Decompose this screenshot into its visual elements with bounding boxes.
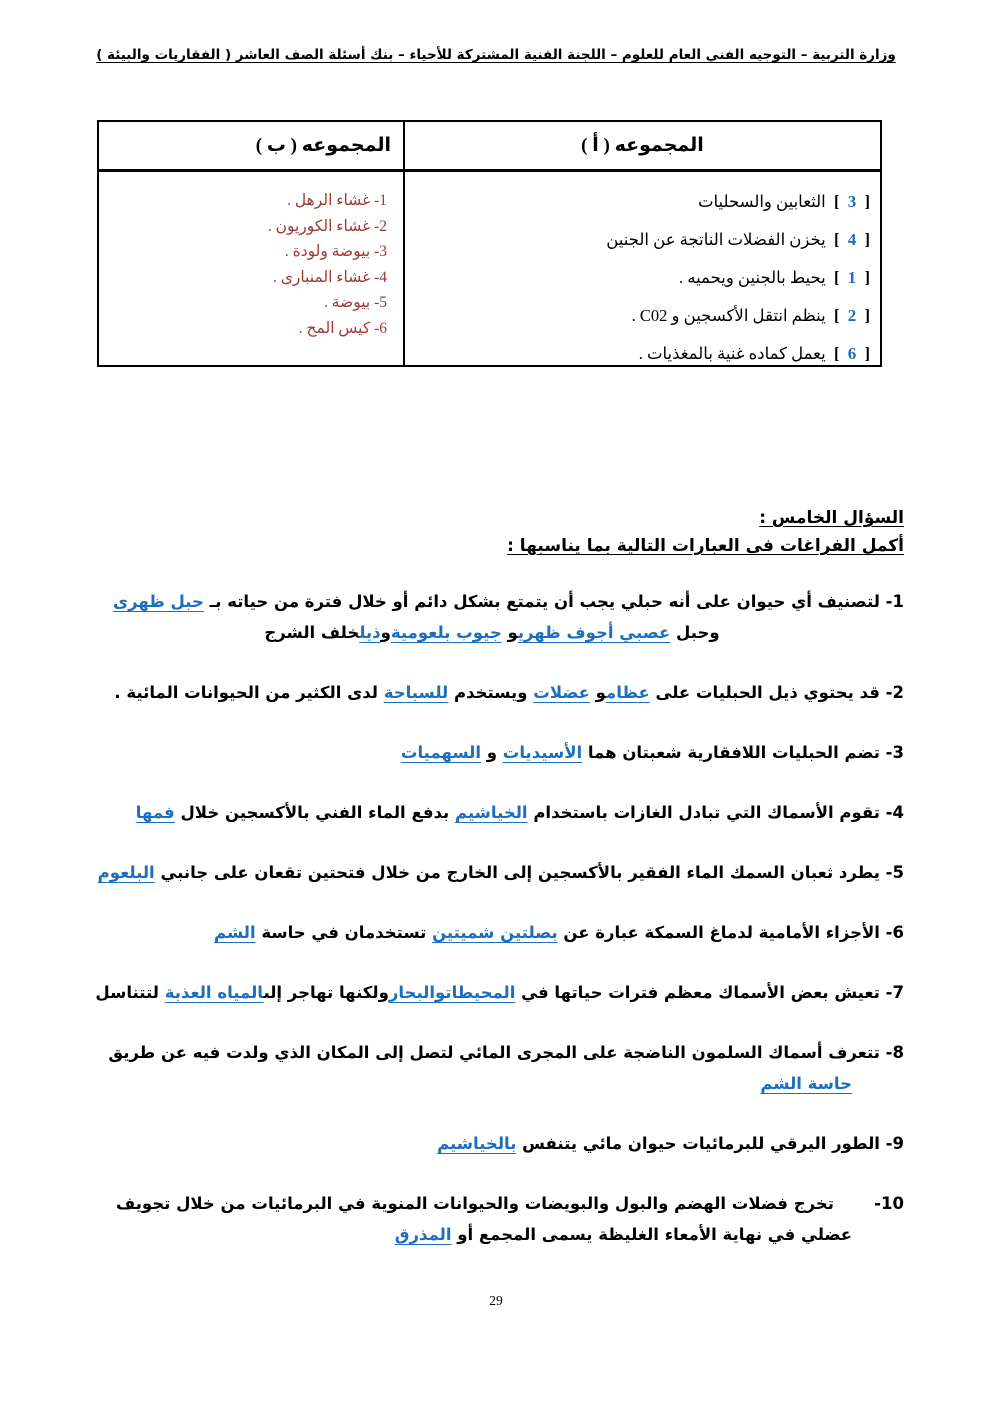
matching-table [97,120,882,367]
question-text: 7- تعيش بعض الأسماك معظم فترات حياتها في [515,983,904,1002]
question-line [80,1128,904,1159]
group-b-header: المجموعه ( ب ) [255,135,391,156]
blank-answer: بالخياشيم [437,1134,517,1153]
group-b-rows [99,172,403,365]
question [80,797,904,828]
question-line [80,1068,904,1099]
question-text: ويستخدم [448,683,534,702]
match-item-text: الثعابين والسحليات [697,192,826,211]
question [80,586,904,648]
question-text: لتتناسل [95,983,165,1002]
blank-answer: الخياشيم [455,803,528,822]
answer-brackets: [ 4 ] [834,230,870,249]
fill-blank-questions [80,586,904,1279]
question-line [80,617,904,648]
blank-answer: للسباحة [383,683,449,702]
answer-brackets: [ 3 ] [834,192,870,211]
question-text: 1- لتصنيف أي حيوان على أنه حبلي يجب أن يتمتع بشكل دائم أو خلال فترة من حياته بـ [203,592,904,611]
question-text: و [589,683,606,702]
question-text: تستخدمان في حاسة [255,923,433,942]
section-five-title: السؤال الخامس : [759,508,904,528]
document-header [0,47,992,63]
blank-answer: المحيطاتوالبحار [388,983,516,1002]
answer-brackets: [ 1 ] [834,268,870,287]
blank-answer: الشم [214,923,256,942]
blank-answer: عظام [605,683,650,702]
question-text: ولكنها تهاجر إلى [263,983,389,1002]
group-a-rows [403,172,880,365]
question-line [80,797,904,828]
question-line [80,977,904,1008]
blank-answer: حبل ظهرى [112,592,204,611]
question [80,1128,904,1159]
question-text: 2- قد يحتوي ذيل الحبليات على [649,683,904,702]
blank-answer: السهميات [400,743,481,762]
document-header-title: وزارة التربية – التوجيه الفني العام للعلوم – اللجنة الفنية المشتركة للأحياء – بنك أسئلة الصف العاشر ( الفقاريات والبيئة ) [96,47,896,63]
match-row-a [411,183,870,221]
answer-number: 4 [847,230,857,249]
question-text: و [380,623,391,642]
blank-answer: بصلتين شميتين [432,923,558,942]
blank-answer: عضلات [533,683,590,702]
match-item-b: 6- كيس المح . [298,319,387,337]
match-row-a [411,259,870,297]
matching-table-header-row [99,122,880,172]
question-line [80,737,904,768]
question-text: بدفع الماء الفني بالأكسجين خلال [174,803,455,822]
question-text: 10- تخرج فضلات الهضم والبول والبويضات والحيوانات المنوية في البرمائيات من خلال تجويف [116,1194,904,1213]
question-line [80,586,904,617]
question-line [80,917,904,948]
answer-number: 1 [847,268,857,287]
question-text: عضلي في نهاية الأمعاء الغليظة يسمى المجمع أو [451,1225,852,1244]
matching-table-body [99,172,880,365]
match-row-a [411,221,870,259]
question-line [80,857,904,888]
blank-answer: ذيل [359,623,381,642]
answer-number: 6 [847,344,857,363]
question-text: و [501,623,518,642]
question-text: وحبل [670,623,720,642]
match-item-b: 1- غشاء الرهل . [287,192,387,209]
question-text: 3- تضم الحبليات اللافقارية شعبتان هما [582,743,904,762]
question-text: خلف الشرج [264,623,360,642]
question-line [80,1188,904,1219]
blank-answer: حاسة الشم [760,1074,852,1093]
page-number: 29 [489,1293,503,1308]
question-line [80,677,904,708]
blank-answer: فمها [135,803,175,822]
match-item-text: يعمل كماده غنية بالمغذيات . [638,344,826,363]
question-line [80,1037,904,1068]
answer-number: 3 [847,192,857,211]
answer-brackets: [ 6 ] [834,344,870,363]
blank-answer: الأسيديات [502,743,583,762]
match-item-text: ينظم انتقل الأكسجين و C02 . [631,306,826,325]
match-item-text: يخزن الفضلات الناتجة عن الجنين [606,230,826,249]
question [80,977,904,1008]
question [80,1037,904,1099]
match-item-b: 2- غشاء الكوريون . [267,217,387,235]
question [80,677,904,708]
question [80,737,904,768]
question-text: لدى الكثير من الحيوانات المائية . [114,683,384,702]
match-item-text: يحيط بالجنين ويحميه . [678,268,826,287]
blank-answer: المياه العذبة [164,983,264,1002]
question-text: و [480,743,503,762]
question-line [80,1219,904,1250]
question-text: 9- الطور اليرقي للبرمائيات حيوان مائي يتنفس [516,1134,904,1153]
answer-number: 2 [847,306,857,325]
blank-answer: عصبي أجوف ظهري [517,623,671,642]
question-text: 6- الأجزاء الأمامية لدماغ السمكة عبارة عن [557,923,904,942]
question-text: 4- تقوم الأسماك التي تبادل الغازات باستخدام [527,803,904,822]
blank-answer: جيوب بلعومية [390,623,502,642]
answer-brackets: [ 2 ] [834,306,870,325]
section-five-heading [507,504,904,560]
match-item-b: 3- بيوضة ولودة . [284,243,387,260]
question [80,1188,904,1250]
match-row-a [411,335,870,373]
question [80,857,904,888]
group-a-header: المجموعه ( أ ) [403,122,880,169]
section-five-instruction: أكمل الفراغات فى العبارات التالية بما يناسبها : [507,536,904,556]
blank-answer: المذرق [394,1225,452,1244]
blank-answer: البلعوم [97,863,155,882]
question-text: 5- يطرد ثعبان السمك الماء الفقير بالأكسجين إلى الخارج من خلال فتحتين تقعان على جانبي [154,863,904,882]
match-item-b: 4- غشاء المنبارى . [272,268,387,286]
match-item-b: 5- بيوضة . [323,294,387,311]
question-text: 8- تتعرف أسماك السلمون الناضجة على المجرى المائي لتصل إلى المكان الذي ولدت فيه عن طريق [108,1043,904,1062]
question [80,917,904,948]
match-row-a [411,297,870,335]
